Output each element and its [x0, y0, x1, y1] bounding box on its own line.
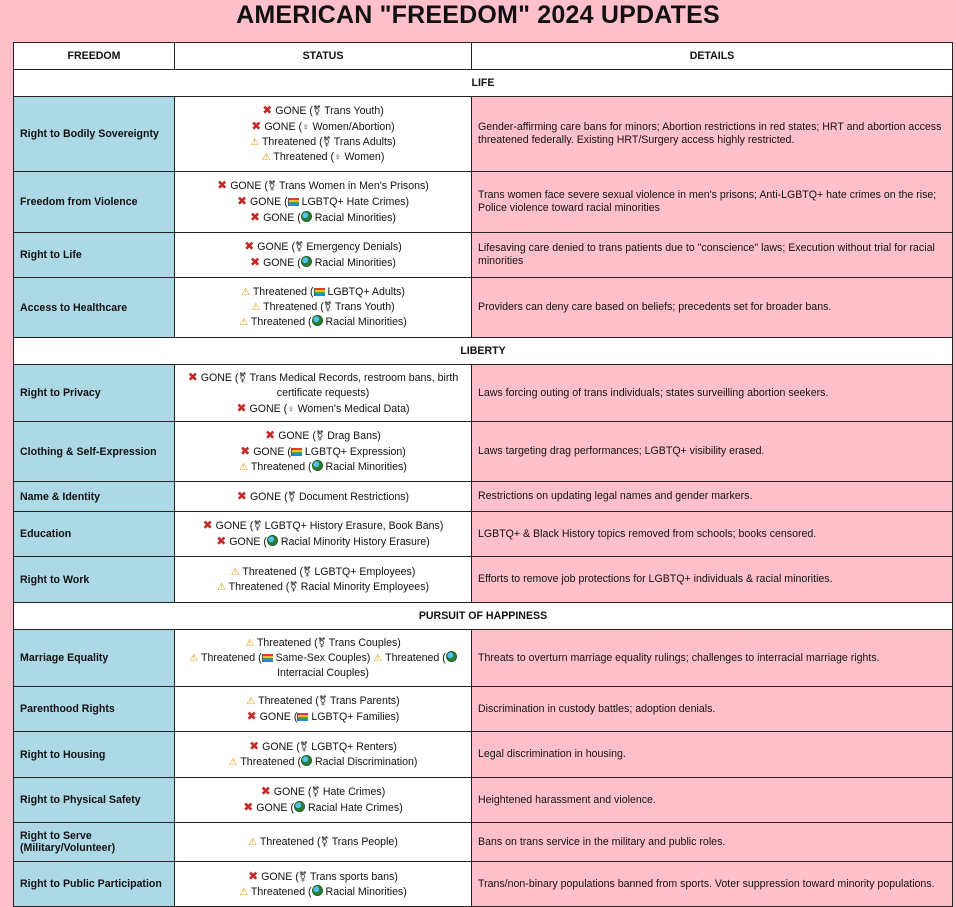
section-heading: LIFE — [14, 70, 953, 97]
status-group: Trans Youth — [324, 105, 381, 117]
status-entry: ✖ GONE ( LGBTQ+ Expression) — [240, 444, 406, 458]
status-line — [179, 315, 467, 330]
details-cell: Laws forcing outing of trans individuals; states surveilling abortion seekers. — [472, 365, 953, 422]
details-cell: Gender-affirming care bans for minors; Abortion restrictions in red states; HRT and abortion access threatened federally. Existing HRT/Surgery access highly restricted. — [472, 97, 953, 172]
status-label: Threatened — [228, 580, 283, 593]
cross-mark-icon: ✖ — [262, 103, 273, 117]
globe-icon — [301, 755, 312, 766]
status-entry: ✖ GONE (♀ Women/Abortion) — [251, 119, 395, 133]
status-label: GONE — [253, 446, 285, 458]
status-label: GONE — [259, 710, 291, 723]
status-entry: ✖ GONE (♀ Women's Medical Data) — [236, 400, 410, 415]
freedom-cell: Parenthood Rights — [14, 687, 175, 732]
cross-mark-icon: ✖ — [251, 119, 262, 133]
status-label: GONE — [249, 490, 282, 503]
status-entry: ⚠ Threatened ( Racial Discrimination) — [228, 756, 418, 768]
globe-icon — [446, 651, 457, 662]
warning-icon: ⚠ — [239, 886, 249, 898]
section-row — [14, 603, 953, 630]
status-entry: ⚠ Threatened ( Interracial Couples) — [277, 652, 457, 679]
freedom-cell: Right to Serve (Military/Volunteer) — [14, 823, 175, 862]
status-entry: ⚠ Threatened ( Racial Minorities) — [239, 316, 407, 328]
status-entry: ⚠ Threatened ( Racial Minorities) — [239, 461, 407, 473]
status-label: GONE — [261, 870, 293, 883]
status-group: Trans Women in Men's Prisons — [279, 180, 426, 192]
warning-icon: ⚠ — [230, 566, 240, 578]
status-label: GONE — [230, 180, 262, 192]
status-line — [179, 428, 467, 444]
status-entry: ⚠ Threatened (⚧ Trans People) — [248, 835, 398, 848]
status-entry: ✖ GONE (⚧ LGBTQ+ History Erasure, Book Bans) — [202, 518, 444, 532]
status-line — [179, 651, 467, 681]
freedom-cell: Right to Life — [14, 233, 175, 278]
header-row — [14, 43, 953, 70]
table-row — [14, 422, 953, 482]
status-line — [179, 135, 467, 150]
freedom-cell: Marriage Equality — [14, 630, 175, 687]
status-line — [179, 119, 467, 135]
status-entry: ⚠ Threatened (⚧ Trans Couples) — [245, 636, 401, 649]
status-group: Drag Bans — [327, 430, 378, 442]
status-group: Racial Minorities — [325, 316, 404, 328]
female-symbol-icon: ♀ — [302, 122, 310, 133]
table-row — [14, 172, 953, 233]
freedom-cell: Right to Bodily Sovereignty — [14, 97, 175, 172]
status-cell — [175, 732, 472, 778]
status-group: Interracial Couples — [277, 666, 366, 679]
status-group: Trans sports bans — [309, 870, 395, 883]
cross-mark-icon: ✖ — [240, 444, 251, 458]
status-entry: ✖ GONE (⚧ Hate Crimes) — [260, 784, 386, 798]
status-line — [179, 835, 467, 850]
freedom-cell: Right to Public Participation — [14, 862, 175, 907]
status-line — [179, 636, 467, 651]
status-line — [179, 150, 467, 165]
status-label: Threatened — [273, 151, 328, 163]
globe-icon — [301, 211, 312, 222]
globe-icon — [312, 460, 323, 471]
globe-icon — [301, 256, 312, 267]
status-entry: ⚠ Threatened ( Racial Minorities) — [239, 885, 407, 898]
globe-icon — [294, 801, 305, 812]
status-group: Racial Minorities — [314, 257, 393, 269]
transgender-symbol-icon: ⚧ — [287, 491, 297, 503]
status-group: Trans Couples — [328, 636, 398, 649]
status-entry: ✖ GONE ( Racial Minorities) — [250, 255, 396, 269]
status-cell — [175, 823, 472, 862]
status-group: Racial Minorities — [325, 885, 404, 898]
status-line — [179, 285, 467, 300]
transgender-symbol-icon: ⚧ — [289, 581, 298, 593]
status-line — [179, 784, 467, 800]
warning-icon: ⚠ — [239, 462, 249, 473]
globe-icon — [312, 885, 323, 896]
status-label: GONE — [273, 786, 305, 798]
status-group: Emergency Denials — [306, 241, 399, 253]
details-cell: LGBTQ+ & Black History topics removed from schools; books censored. — [472, 512, 953, 557]
cross-mark-icon: ✖ — [246, 708, 257, 723]
table-row — [14, 278, 953, 338]
status-label: Threatened — [252, 286, 308, 298]
cross-mark-icon: ✖ — [236, 488, 247, 503]
cross-mark-icon: ✖ — [236, 400, 247, 415]
details-cell: Discrimination in custody battles; adoption denials. — [472, 687, 953, 732]
table-row — [14, 365, 953, 422]
freedom-cell: Clothing & Self-Expression — [14, 422, 175, 482]
warning-icon: ⚠ — [239, 317, 249, 328]
status-entry: ✖ GONE ( Racial Minority History Erasure) — [216, 534, 430, 548]
table-row — [14, 233, 953, 278]
table-body — [14, 70, 953, 907]
status-group: LGBTQ+ Renters — [311, 741, 394, 753]
warning-icon: ⚠ — [373, 652, 383, 664]
freedom-cell: Freedom from Violence — [14, 172, 175, 233]
section-heading: PURSUIT OF HAPPINESS — [14, 603, 953, 630]
status-label: GONE — [263, 257, 295, 269]
details-cell: Bans on trans service in the military and public roles. — [472, 823, 953, 862]
warning-icon: ⚠ — [241, 287, 251, 298]
status-label: Threatened — [258, 694, 313, 707]
details-cell: Legal discrimination in housing. — [472, 732, 953, 778]
status-group: Women's Medical Data — [297, 402, 407, 415]
globe-icon — [312, 315, 323, 326]
status-line — [179, 401, 467, 417]
status-entry: ✖ GONE (⚧ Trans Women in Men's Prisons) — [217, 178, 429, 192]
status-line — [179, 694, 467, 709]
table-row — [14, 732, 953, 778]
cross-mark-icon: ✖ — [248, 868, 259, 883]
status-line — [179, 255, 467, 271]
status-cell — [175, 278, 472, 338]
status-group: Trans Medical Records, restroom bans, birth certificate requests — [249, 371, 459, 399]
status-group: Trans People — [331, 835, 395, 848]
status-label: GONE — [249, 196, 282, 208]
details-cell: Trans women face severe sexual violence in men's prisons; Anti-LGBTQ+ hate crimes on the rise; Police violence toward racial minorities — [472, 172, 953, 233]
status-entry: ⚠ Threatened ( LGBTQ+ Adults) — [241, 286, 405, 298]
table-row — [14, 630, 953, 687]
warning-icon: ⚠ — [248, 836, 258, 848]
status-entry: ✖ GONE (⚧ Trans Medical Records, restroom bans, birth certificate requests) — [187, 369, 459, 399]
status-entry: ✖ GONE ( Racial Minorities) — [250, 210, 396, 224]
female-symbol-icon: ♀ — [334, 152, 342, 163]
cross-mark-icon: ✖ — [243, 800, 254, 814]
status-entry: ✖ GONE ( Racial Hate Crimes) — [243, 800, 403, 814]
status-cell — [175, 172, 472, 233]
status-line — [179, 239, 467, 255]
pride-flag-icon — [291, 448, 302, 456]
table-row — [14, 687, 953, 732]
status-label: Threatened — [250, 461, 306, 473]
cross-mark-icon: ✖ — [236, 194, 248, 208]
column-header-status: STATUS — [175, 43, 472, 70]
status-group: LGBTQ+ Families — [311, 710, 396, 723]
transgender-symbol-icon: ⚧ — [318, 695, 328, 707]
status-group: Racial Discrimination — [314, 756, 414, 768]
transgender-symbol-icon: ⚧ — [317, 637, 326, 649]
status-entry: ⚠ Threatened (⚧ Trans Parents) — [246, 694, 400, 707]
warning-icon: ⚠ — [245, 637, 255, 649]
status-group: LGBTQ+ Expression — [304, 446, 403, 458]
status-entry: ✖ GONE ( LGBTQ+ Families) — [246, 708, 400, 723]
status-line — [179, 518, 467, 534]
cross-mark-icon: ✖ — [250, 255, 261, 269]
status-cell — [175, 512, 472, 557]
status-group: Racial Minorities — [325, 461, 404, 473]
status-entry: ✖ GONE (⚧ Emergency Denials) — [244, 239, 402, 253]
status-entry: ✖ GONE (⚧ Trans sports bans) — [248, 868, 398, 883]
status-entry: ✖ GONE (⚧ Document Restrictions) — [236, 488, 410, 503]
pride-flag-icon — [288, 198, 299, 206]
status-line — [179, 885, 467, 900]
status-cell — [175, 365, 472, 422]
status-cell — [175, 482, 472, 512]
transgender-symbol-icon: ⚧ — [267, 181, 277, 192]
status-group: LGBTQ+ Adults — [327, 286, 402, 298]
cross-mark-icon: ✖ — [202, 518, 213, 532]
details-cell: Efforts to remove job protections for LGBTQ+ individuals & racial minorities. — [472, 557, 953, 603]
status-label: GONE — [257, 241, 289, 253]
warning-icon: ⚠ — [261, 152, 271, 163]
status-label: GONE — [256, 802, 288, 814]
status-label: Threatened — [250, 316, 306, 328]
status-cell — [175, 233, 472, 278]
details-cell: Laws targeting drag performances; LGBTQ+ visibility erased. — [472, 422, 953, 482]
freedom-table — [13, 42, 953, 907]
cross-mark-icon: ✖ — [250, 210, 261, 224]
section-heading: LIBERTY — [14, 338, 953, 365]
status-label: GONE — [262, 741, 294, 753]
status-cell — [175, 630, 472, 687]
status-group: Racial Minorities — [314, 212, 393, 224]
column-header-details: DETAILS — [472, 43, 953, 70]
table-row — [14, 512, 953, 557]
table-row — [14, 97, 953, 172]
status-line — [179, 755, 467, 770]
transgender-symbol-icon: ⚧ — [294, 242, 304, 253]
status-cell — [175, 778, 472, 823]
status-group: Racial Minority Employees — [300, 580, 426, 593]
status-line — [179, 709, 467, 725]
details-cell: Trans/non-binary populations banned from sports. Voter suppression toward minority populations. — [472, 862, 953, 907]
warning-icon: ⚠ — [246, 695, 256, 707]
transgender-symbol-icon: ⚧ — [299, 742, 309, 753]
status-entry: ⚠ Threatened (⚧ LGBTQ+ Employees) — [230, 565, 416, 578]
freedom-cell: Right to Housing — [14, 732, 175, 778]
status-cell — [175, 557, 472, 603]
status-label: Threatened — [259, 835, 315, 848]
column-header-freedom: FREEDOM — [14, 43, 175, 70]
transgender-symbol-icon: ⚧ — [312, 106, 322, 117]
status-group: Women — [344, 151, 381, 163]
warning-icon: ⚠ — [250, 137, 260, 148]
transgender-symbol-icon: ⚧ — [323, 302, 333, 313]
status-line — [179, 210, 467, 226]
transgender-symbol-icon: ⚧ — [253, 521, 262, 532]
transgender-symbol-icon: ⚧ — [298, 871, 308, 883]
freedom-cell: Right to Physical Safety — [14, 778, 175, 823]
status-group: Hate Crimes — [322, 786, 382, 798]
status-line — [179, 300, 467, 315]
status-entry: ⚠ Threatened ( Same-Sex Couples) — [189, 651, 371, 664]
details-cell: Lifesaving care denied to trans patients due to "conscience" laws; Execution without trial for racial minorities — [472, 233, 953, 278]
status-label: GONE — [278, 430, 310, 442]
status-label: Threatened — [263, 301, 318, 313]
warning-icon: ⚠ — [216, 581, 226, 593]
status-cell — [175, 687, 472, 732]
status-entry: ✖ GONE (⚧ Trans Youth) — [262, 103, 384, 117]
status-group: Document Restrictions — [298, 490, 406, 503]
pride-flag-icon — [297, 713, 308, 721]
cross-mark-icon: ✖ — [217, 178, 228, 192]
status-group: Racial Hate Crimes — [307, 802, 400, 814]
status-label: Threatened — [240, 756, 295, 768]
status-cell — [175, 862, 472, 907]
status-line — [179, 460, 467, 475]
status-entry: ✖ GONE (⚧ Drag Bans) — [265, 428, 381, 442]
status-label: GONE — [275, 105, 307, 117]
section-row — [14, 338, 953, 365]
status-line — [179, 103, 467, 119]
status-label: GONE — [263, 212, 295, 224]
status-label: GONE — [200, 371, 232, 384]
status-label: GONE — [264, 121, 296, 133]
status-cell — [175, 422, 472, 482]
status-group: Women/Abortion — [312, 121, 392, 133]
pride-flag-icon — [262, 654, 273, 662]
warning-icon: ⚠ — [228, 757, 238, 768]
status-group: Trans Parents — [329, 694, 397, 707]
transgender-symbol-icon: ⚧ — [311, 787, 320, 798]
cross-mark-icon: ✖ — [265, 428, 276, 442]
status-label: Threatened — [250, 885, 306, 898]
transgender-symbol-icon: ⚧ — [238, 372, 247, 384]
freedom-cell: Right to Work — [14, 557, 175, 603]
page-title: AMERICAN "FREEDOM" 2024 UPDATES — [236, 1, 720, 29]
status-entry: ⚠ Threatened (⚧ Trans Adults) — [250, 136, 396, 148]
table-row — [14, 778, 953, 823]
cross-mark-icon: ✖ — [244, 239, 255, 253]
status-line — [179, 739, 467, 755]
status-label: GONE — [229, 536, 261, 548]
status-line — [179, 444, 467, 460]
transgender-symbol-icon: ⚧ — [303, 566, 312, 578]
status-entry: ⚠ Threatened (⚧ Trans Youth) — [251, 301, 395, 313]
cross-mark-icon: ✖ — [249, 739, 260, 753]
table-row — [14, 823, 953, 862]
status-label: GONE — [215, 520, 247, 532]
table-row — [14, 482, 953, 512]
status-line — [179, 534, 467, 550]
status-group: LGBTQ+ Employees — [314, 565, 412, 578]
status-line — [179, 178, 467, 194]
cross-mark-icon: ✖ — [216, 534, 227, 548]
status-label: Threatened — [385, 651, 440, 664]
status-group: Same-Sex Couples — [275, 651, 367, 664]
status-line — [179, 489, 467, 505]
globe-icon — [267, 535, 278, 546]
status-entry: ✖ GONE ( LGBTQ+ Hate Crimes) — [236, 194, 410, 208]
status-group: Racial Minority History Erasure — [280, 536, 427, 548]
status-line — [179, 869, 467, 885]
status-entry: ✖ GONE (⚧ LGBTQ+ Renters) — [249, 739, 397, 753]
status-label: GONE — [249, 402, 281, 415]
section-row — [14, 70, 953, 97]
table-row — [14, 862, 953, 907]
status-line — [179, 800, 467, 816]
details-cell: Providers can deny care based on beliefs; precedents set for broader bans. — [472, 278, 953, 338]
details-cell: Heightened harassment and violence. — [472, 778, 953, 823]
details-cell: Restrictions on updating legal names and gender markers. — [472, 482, 953, 512]
warning-icon: ⚠ — [251, 302, 261, 313]
cross-mark-icon: ✖ — [260, 784, 271, 798]
table-row — [14, 557, 953, 603]
freedom-cell: Name & Identity — [14, 482, 175, 512]
freedom-cell: Access to Healthcare — [14, 278, 175, 338]
status-label: Threatened — [242, 565, 297, 578]
warning-icon: ⚠ — [189, 652, 199, 664]
status-group: LGBTQ+ Hate Crimes — [301, 196, 406, 208]
transgender-symbol-icon: ⚧ — [322, 137, 331, 148]
transgender-symbol-icon: ⚧ — [320, 836, 329, 848]
status-line — [179, 580, 467, 595]
freedom-cell: Education — [14, 512, 175, 557]
freedom-cell: Right to Privacy — [14, 365, 175, 422]
status-label: Threatened — [261, 136, 317, 148]
female-symbol-icon: ♀ — [287, 403, 295, 415]
status-entry: ⚠ Threatened (⚧ Racial Minority Employees) — [216, 580, 430, 593]
status-label: Threatened — [256, 636, 312, 649]
pride-flag-icon — [314, 288, 325, 296]
status-group: Trans Adults — [333, 136, 393, 148]
status-line — [179, 194, 467, 210]
status-line — [179, 565, 467, 580]
details-cell: Threats to overturn marriage equality rulings; challenges to interracial marriage rights. — [472, 630, 953, 687]
transgender-symbol-icon: ⚧ — [315, 431, 325, 442]
status-entry: ⚠ Threatened (♀ Women) — [261, 151, 385, 163]
cross-mark-icon: ✖ — [187, 369, 198, 384]
status-line — [179, 370, 467, 401]
status-group: LGBTQ+ History Erasure, Book Bans — [264, 520, 440, 532]
status-label: Threatened — [200, 651, 256, 664]
status-cell — [175, 97, 472, 172]
status-group: Trans Youth — [334, 301, 392, 313]
